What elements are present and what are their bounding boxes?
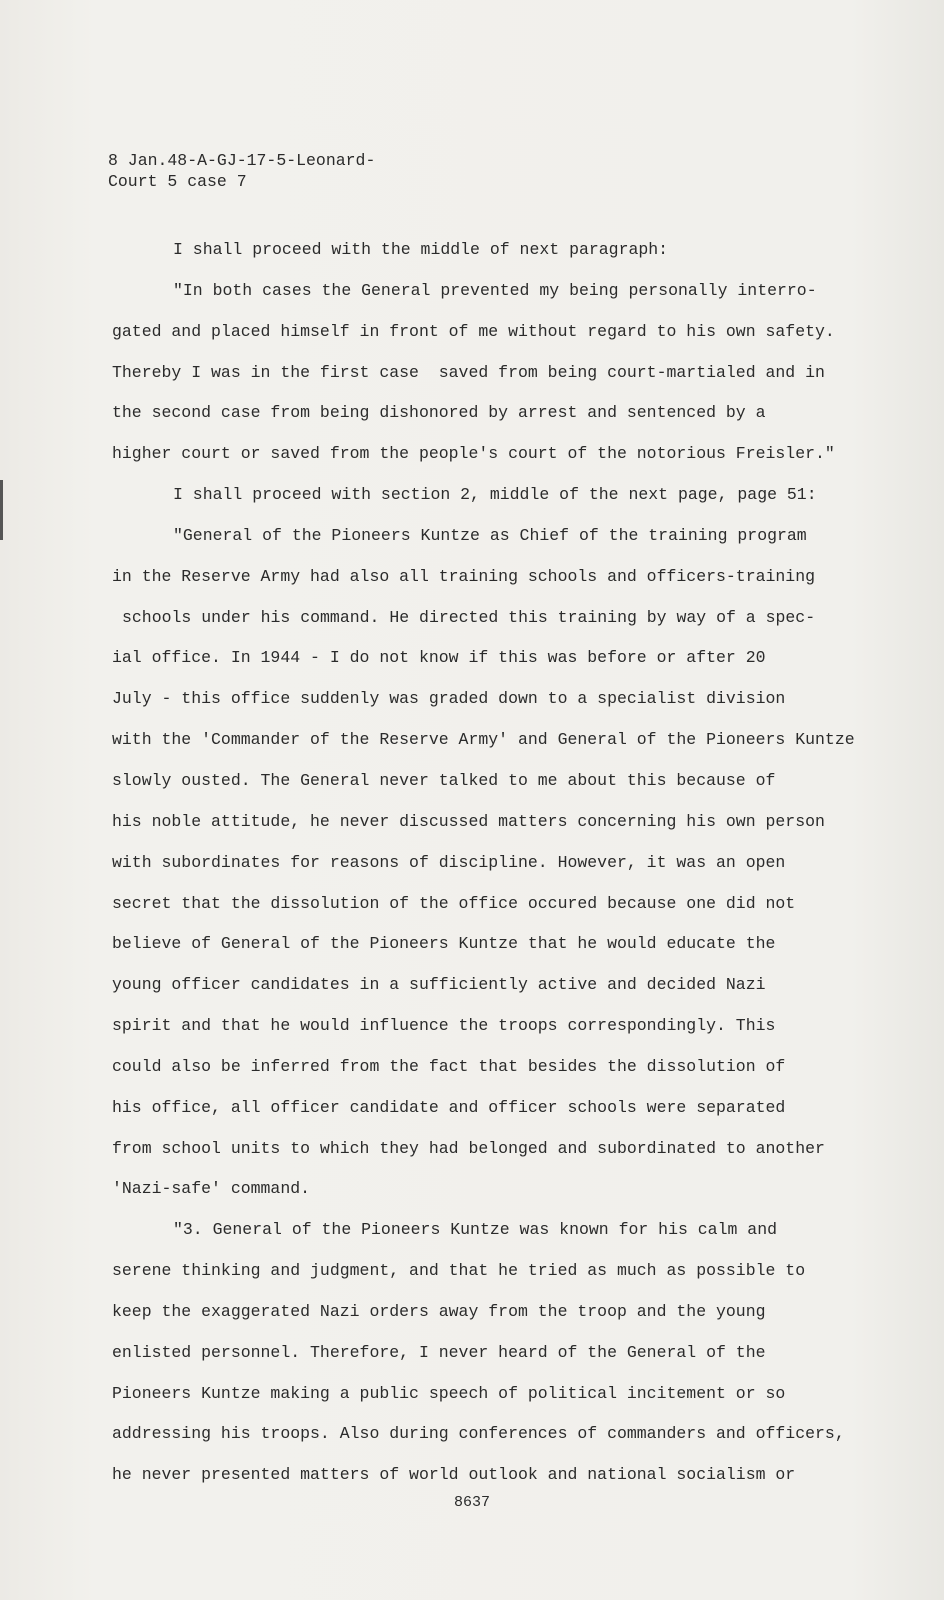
text-line: Thereby I was in the first case saved from being court-martialed and in (112, 362, 825, 382)
text-line: Pioneers Kuntze making a public speech of political incitement or so (112, 1383, 786, 1403)
text-line: addressing his troops. Also during conferences of commanders and officers, (112, 1424, 845, 1444)
text-line: July - this office suddenly was graded down to a specialist division (112, 689, 786, 709)
text-line: ial office. In 1944 - I do not know if this was before or after 20 (112, 648, 766, 668)
page-edge-mark (0, 480, 3, 540)
text-line: the second case from being dishonored by arrest and sentenced by a (112, 403, 766, 423)
text-line: 'Nazi-safe' command. (112, 1179, 311, 1199)
header-reference: 8 Jan.48-A-GJ-17-5-Leonard- (108, 151, 376, 170)
text-line: I shall proceed with the middle of next paragraph: (173, 240, 669, 259)
text-line: with subordinates for reasons of discipline. However, it was an open (112, 852, 786, 872)
text-line: secret that the dissolution of the office occured because one did not (112, 893, 796, 913)
text-line: schools under his command. He directed this training by way of a spec- (122, 607, 816, 627)
text-line: "General of the Pioneers Kuntze as Chief of the training program (173, 525, 807, 545)
document-body (112, 230, 855, 1496)
text-line: with the 'Commander of the Reserve Army' and General of the Pioneers Kuntze (112, 730, 855, 750)
text-line: his office, all officer candidate and officer schools were separated (112, 1097, 786, 1117)
text-line: "In both cases the General prevented my being personally interro- (173, 280, 817, 300)
text-line: young officer candidates in a sufficiently active and decided Nazi (112, 975, 766, 995)
text-line: higher court or saved from the people's court of the notorious Freisler." (112, 444, 835, 464)
text-line: "3. General of the Pioneers Kuntze was known for his calm and (173, 1220, 777, 1240)
text-line: I shall proceed with section 2, middle of the next page, page 51: (173, 485, 817, 505)
text-line: believe of General of the Pioneers Kuntze that he would educate the (112, 934, 776, 954)
text-line: his noble attitude, he never discussed matters concerning his own person (112, 811, 825, 831)
text-line: in the Reserve Army had also all training schools and officers-training (112, 566, 816, 586)
text-line: he never presented matters of world outlook and national socialism or (112, 1465, 796, 1485)
text-line: gated and placed himself in front of me without regard to his own safety. (112, 321, 835, 341)
page-number: 8637 (453, 1494, 490, 1511)
text-line: spirit and that he would influence the troops correspondingly. This (112, 1016, 776, 1036)
document-header (108, 150, 375, 192)
text-line: keep the exaggerated Nazi orders away from the troop and the young (112, 1301, 766, 1321)
header-court-case: Court 5 case 7 (108, 172, 247, 191)
text-line: enlisted personnel. Therefore, I never heard of the General of the (112, 1342, 766, 1362)
text-line: from school units to which they had belonged and subordinated to another (112, 1138, 825, 1158)
text-line: serene thinking and judgment, and that he tried as much as possible to (112, 1261, 806, 1281)
text-line: could also be inferred from the fact that besides the dissolution of (112, 1056, 786, 1076)
text-line: slowly ousted. The General never talked to me about this because of (112, 770, 776, 790)
